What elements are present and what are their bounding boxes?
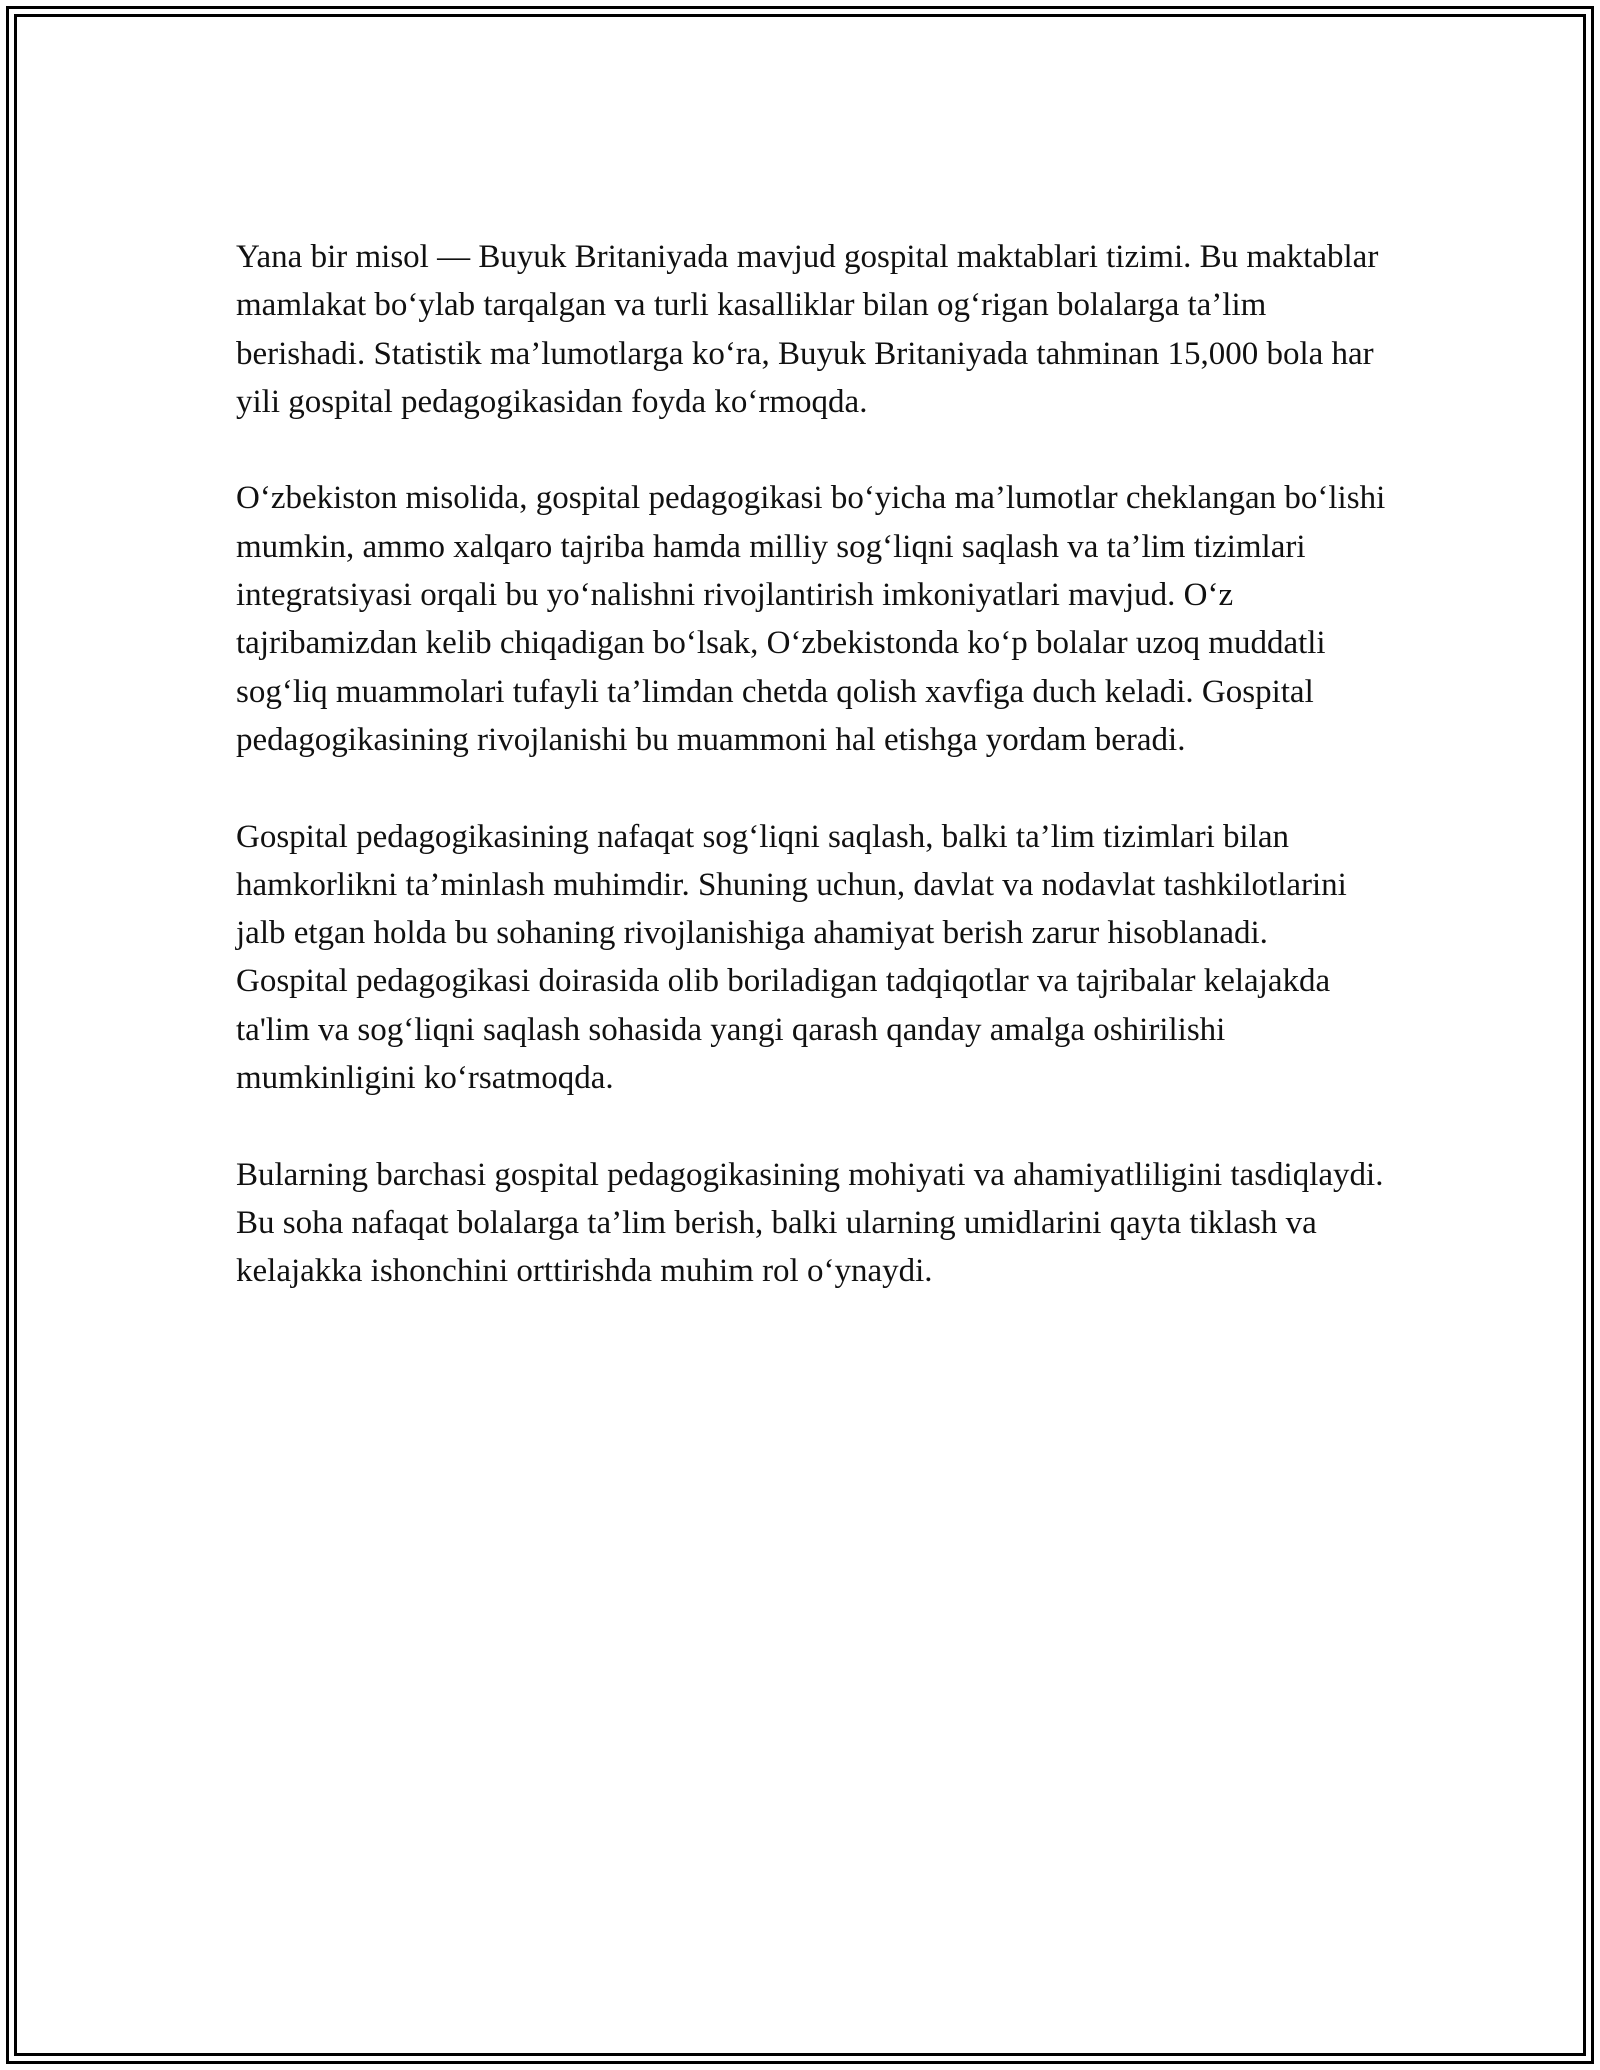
paragraph-uk-hospital-schools: Yana bir misol — Buyuk Britaniyada mavjud gospital maktablari tizimi. Bu maktablar mamlakat bo‘ylab tarqalgan va turli kasalliklar bilan og‘rigan bolalarga ta’lim berishadi. Statistik ma’lumotlarga ko‘ra, Buyuk Britaniyada tahminan 15,000 bola har yili gospital pedagogikasidan foyda ko‘rmoqda. [236,239,1379,420]
paragraph-conclusion: Bularning barchasi gospital pedagogikasining mohiyati va ahamiyatliligini tasdiqlaydi. Bu soha nafaqat bolalarga ta’lim berish, balki ularning umidlarini qayta tiklash va kelajakka ishonchini orttirishda muhim rol o‘ynaydi. [236,1156,1384,1290]
document-body [236,233,1386,1344]
paragraph-uzbekistan-example: O‘zbekiston misolida, gospital pedagogikasi bo‘yicha ma’lumotlar cheklangan bo‘lishi mumkin, ammo xalqaro tajriba hamda milliy sog‘liqni saqlash va ta’lim tizimlari integratsiyasi orqali bu yo‘nalishni rivojlantirish imkoniyatlari mavjud. O‘z tajribamizdan kelib chiqadigan bo‘lsak, O‘zbekistonda ko‘p bolalar uzoq muddatli sog‘liq muammolari tufayli ta’limdan chetda qolish xavfiga duch keladi. Gospital pedagogikasining rivojlanishi bu muammoni hal etishga yordam beradi. [236,480,1386,758]
paragraph-cooperation: Gospital pedagogikasining nafaqat sog‘liqni saqlash, balki ta’lim tizimlari bilan hamkorlikni ta’minlash muhimdir. Shuning uchun, davlat va nodavlat tashkilotlarini jalb etgan holda bu sohaning rivojlanishiga ahamiyat berish zarur hisoblanadi. Gospital pedagogikasi doirasida olib boriladigan tadqiqotlar va tajribalar kelajakda ta'lim va sog‘liqni saqlash sohasida yangi qarash qanday amalga oshirilishi mumkinligini ko‘rsatmoqda. [236,818,1347,1097]
